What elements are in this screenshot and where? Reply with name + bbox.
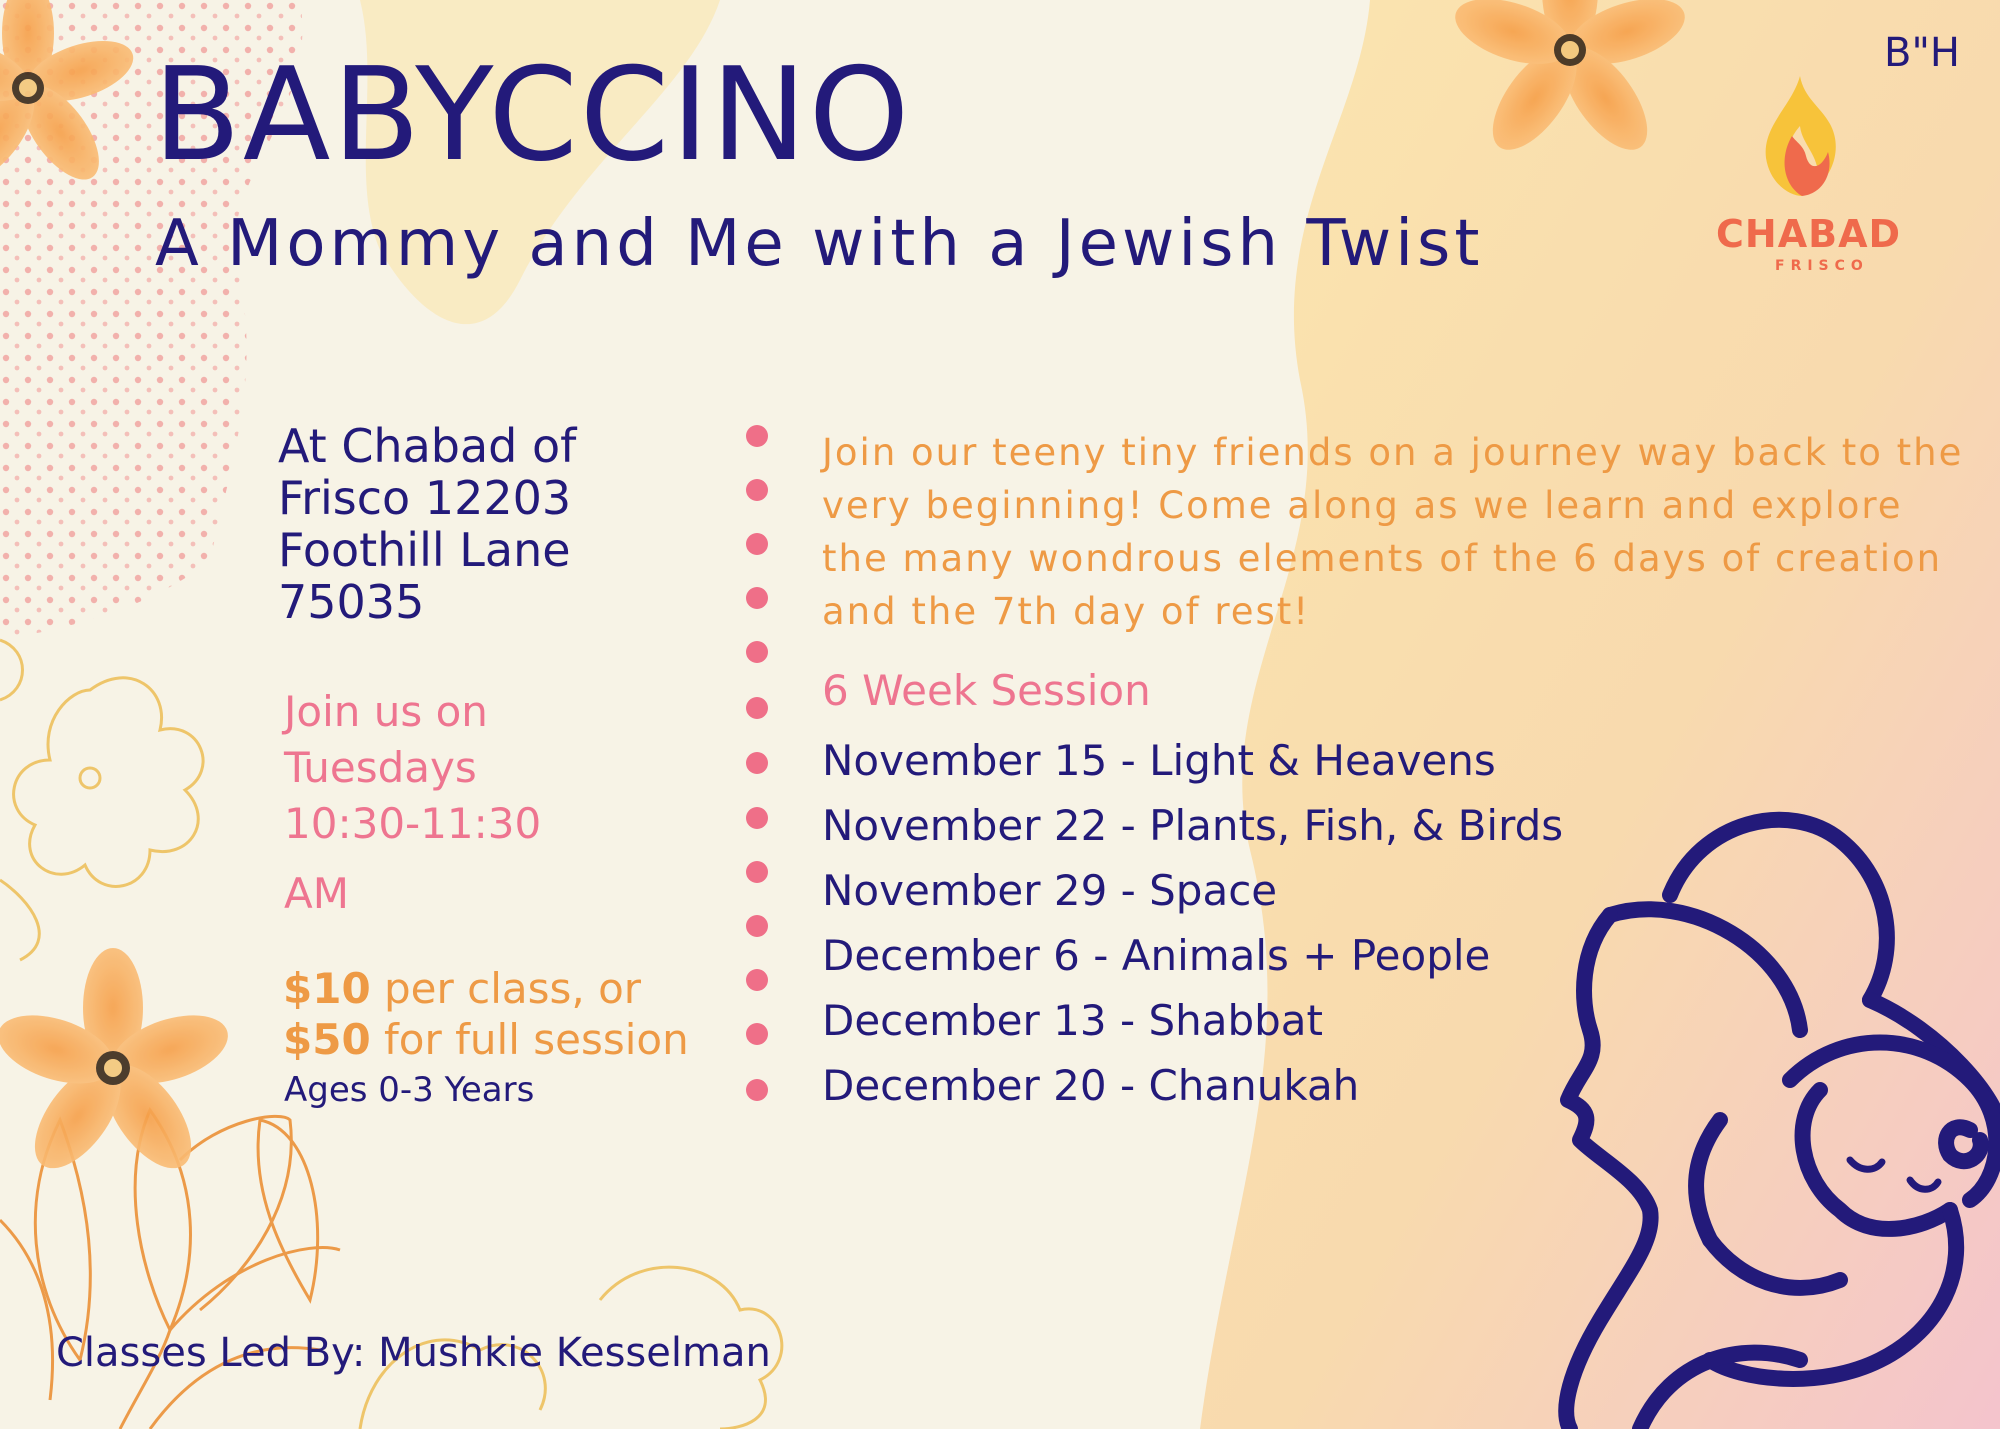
day-time-line: Tuesdays bbox=[284, 743, 477, 792]
age-range: Ages 0-3 Years bbox=[284, 1070, 535, 1110]
class-item: December 13 - Shabbat bbox=[822, 996, 1323, 1045]
class-item: December 20 - Chanukah bbox=[822, 1061, 1360, 1110]
logo-location: FRISCO bbox=[1775, 258, 1869, 274]
address-line: At Chabad of bbox=[278, 419, 577, 473]
class-item: December 6 - Animals + People bbox=[822, 931, 1491, 980]
class-item: November 15 - Light & Heavens bbox=[822, 736, 1496, 785]
class-schedule bbox=[822, 728, 1563, 1118]
address-line: 75035 bbox=[278, 575, 425, 629]
day-time-line: Join us on bbox=[284, 687, 488, 736]
pricing-block bbox=[283, 963, 743, 1065]
session-heading: 6 Week Session bbox=[822, 666, 1151, 715]
day-time-line: AM bbox=[284, 869, 349, 918]
logo-name: CHABAD bbox=[1716, 212, 1902, 256]
class-item: November 22 - Plants, Fish, & Birds bbox=[822, 801, 1564, 850]
bh-label: B"H bbox=[1884, 30, 1960, 76]
day-time-line: 10:30-11:30 bbox=[284, 799, 542, 848]
instructor-credit: Classes Led By: Mushkie Kesselman bbox=[56, 1330, 771, 1376]
price-full-session-label: for full session bbox=[370, 1015, 689, 1064]
mother-baby-illustration bbox=[1540, 800, 2000, 1429]
price-full-session: $50 bbox=[283, 1015, 371, 1064]
address-line: Frisco 12203 bbox=[278, 471, 572, 525]
price-per-class-label: per class, or bbox=[370, 964, 642, 1013]
address-line: Foothill Lane bbox=[278, 523, 571, 577]
address-block bbox=[278, 420, 698, 628]
page-title: BABYCCINO bbox=[153, 41, 912, 190]
page-subtitle: A Mommy and Me with a Jewish Twist bbox=[155, 207, 1484, 281]
price-per-class: $10 bbox=[283, 964, 371, 1013]
day-time-block bbox=[284, 684, 604, 922]
description: Join our teeny tiny friends on a journey way back to the very beginning! Come along as we learn and explore the many wondrous elements of the 6 days of creation and the 7th day of rest! bbox=[822, 431, 1964, 633]
class-item: November 29 - Space bbox=[822, 866, 1278, 915]
flame-icon bbox=[1762, 76, 1838, 200]
